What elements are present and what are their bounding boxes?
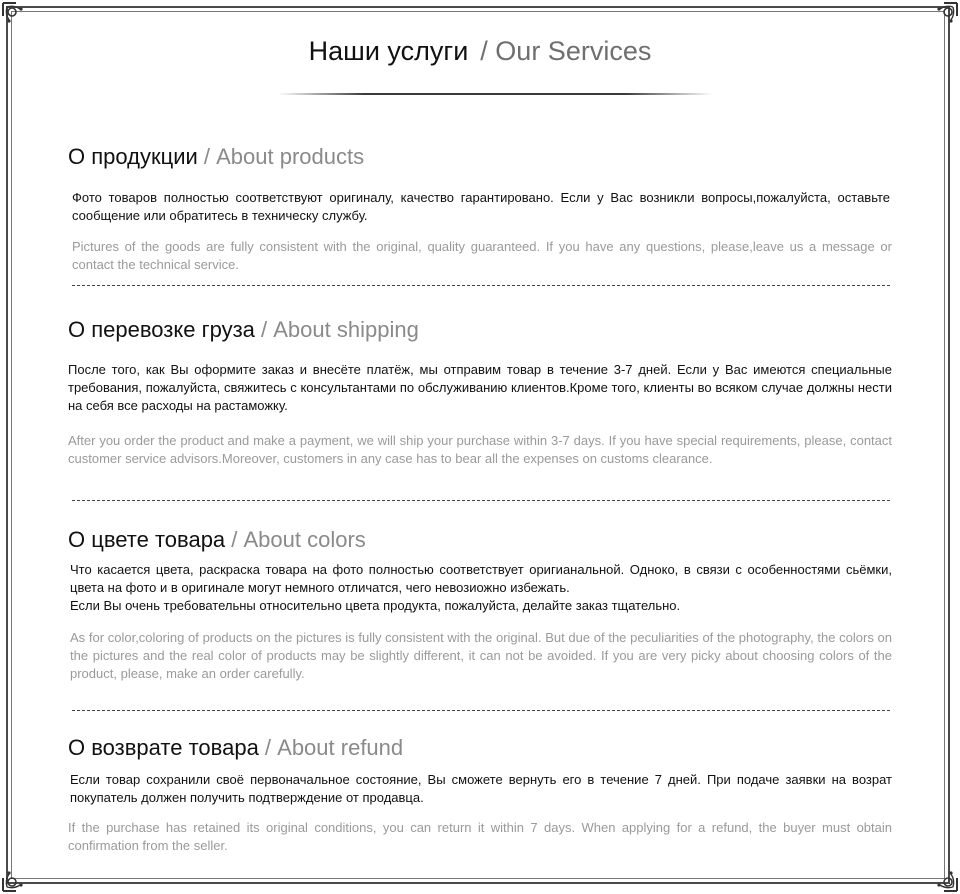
section-heading-en: / About refund (258, 735, 404, 760)
section-text-en: After you order the product and make a payment, we will ship your purchase within 3-7 days. If you have special requirements, please, contact customer service advisors.Moreover, customers in any case has to bear all the expenses on customs clearance. (68, 433, 892, 466)
section-divider (72, 285, 890, 286)
section-colors (68, 527, 892, 683)
section-heading (68, 144, 892, 170)
section-refund (68, 735, 892, 855)
section-text-ru-2: Если Вы очень требовательны относительно цвета продукта, пожалуйста, делайте заказ тщательно. (70, 598, 681, 613)
section-text-en: Pictures of the goods are fully consistent with the original, quality guaranteed. If you have any questions, please,leave us a message or contact the technical service. (72, 239, 892, 272)
section-text-en: If the purchase has retained its original conditions, you can return it within 7 days. When applying for a refund, the buyer must obtain confirmation from the seller. (68, 820, 892, 853)
title-underline (278, 93, 712, 95)
section-heading-ru: О перевозке груза (68, 317, 255, 342)
corner-ornament-icon (0, 0, 34, 34)
section-shipping (68, 317, 892, 468)
corner-ornament-icon (926, 860, 960, 894)
section-text-ru: Фото товаров полностью соответствуют оригиналу, качество гарантировано. Если у Вас возникли вопросы,пожалуйста, оставьте сообщение или обратитесь в техническу службу. (72, 190, 890, 223)
section-heading (68, 317, 892, 343)
section-text-ru: Если товар сохранили своё первоначальное состояние, Вы сможете вернуть его в течение 7 дней. При подаче заявки на возрат покупатель должен получить подтверждение от продавца. (70, 772, 892, 805)
section-heading (68, 735, 892, 761)
section-text-ru: Что касается цвета, раскраска товара на фото полностью соответствует оригианальной. Одноко, в связи с особенностями сьёмки, цвета на фото и в оригинале могут немного отличатся, чего невозиожно избежать. (70, 562, 892, 595)
corner-ornament-icon (926, 0, 960, 34)
section-heading (68, 527, 892, 553)
section-products (68, 144, 892, 274)
section-heading-en: / About colors (225, 527, 366, 552)
page-title (0, 36, 960, 67)
section-text-ru: После того, как Вы оформите заказ и внесёте платёж, мы отправим товар в течение 3-7 дней. Если у Вас имеются специальные требования, пожалуйста, свяжитесь с консультантами по обслуживанию клиентов.Кроме того, клиенты во всяком случае должны нести на себя все расходы на растаможку. (68, 362, 892, 413)
page-title-ru: Наши услуги (308, 36, 469, 66)
section-heading-ru: О цвете товара (68, 527, 226, 552)
section-heading-ru: О возврате товара (68, 735, 259, 760)
page-title-en: / Our Services (480, 36, 652, 66)
corner-ornament-icon (0, 860, 34, 894)
section-heading-en: / About shipping (254, 317, 419, 342)
section-divider (72, 710, 890, 711)
section-heading-en: / About products (197, 144, 365, 169)
section-heading-ru: О продукции (68, 144, 198, 169)
section-text-en: As for color,coloring of products on the pictures is fully consistent with the original. But due of the peculiarities of the photography, the colors on the pictures and the real color of products may be slightly different, it can not be avoided. If you are very picky about choosing colors of the product, please, make an order carefully. (70, 630, 892, 681)
section-divider (72, 500, 890, 501)
